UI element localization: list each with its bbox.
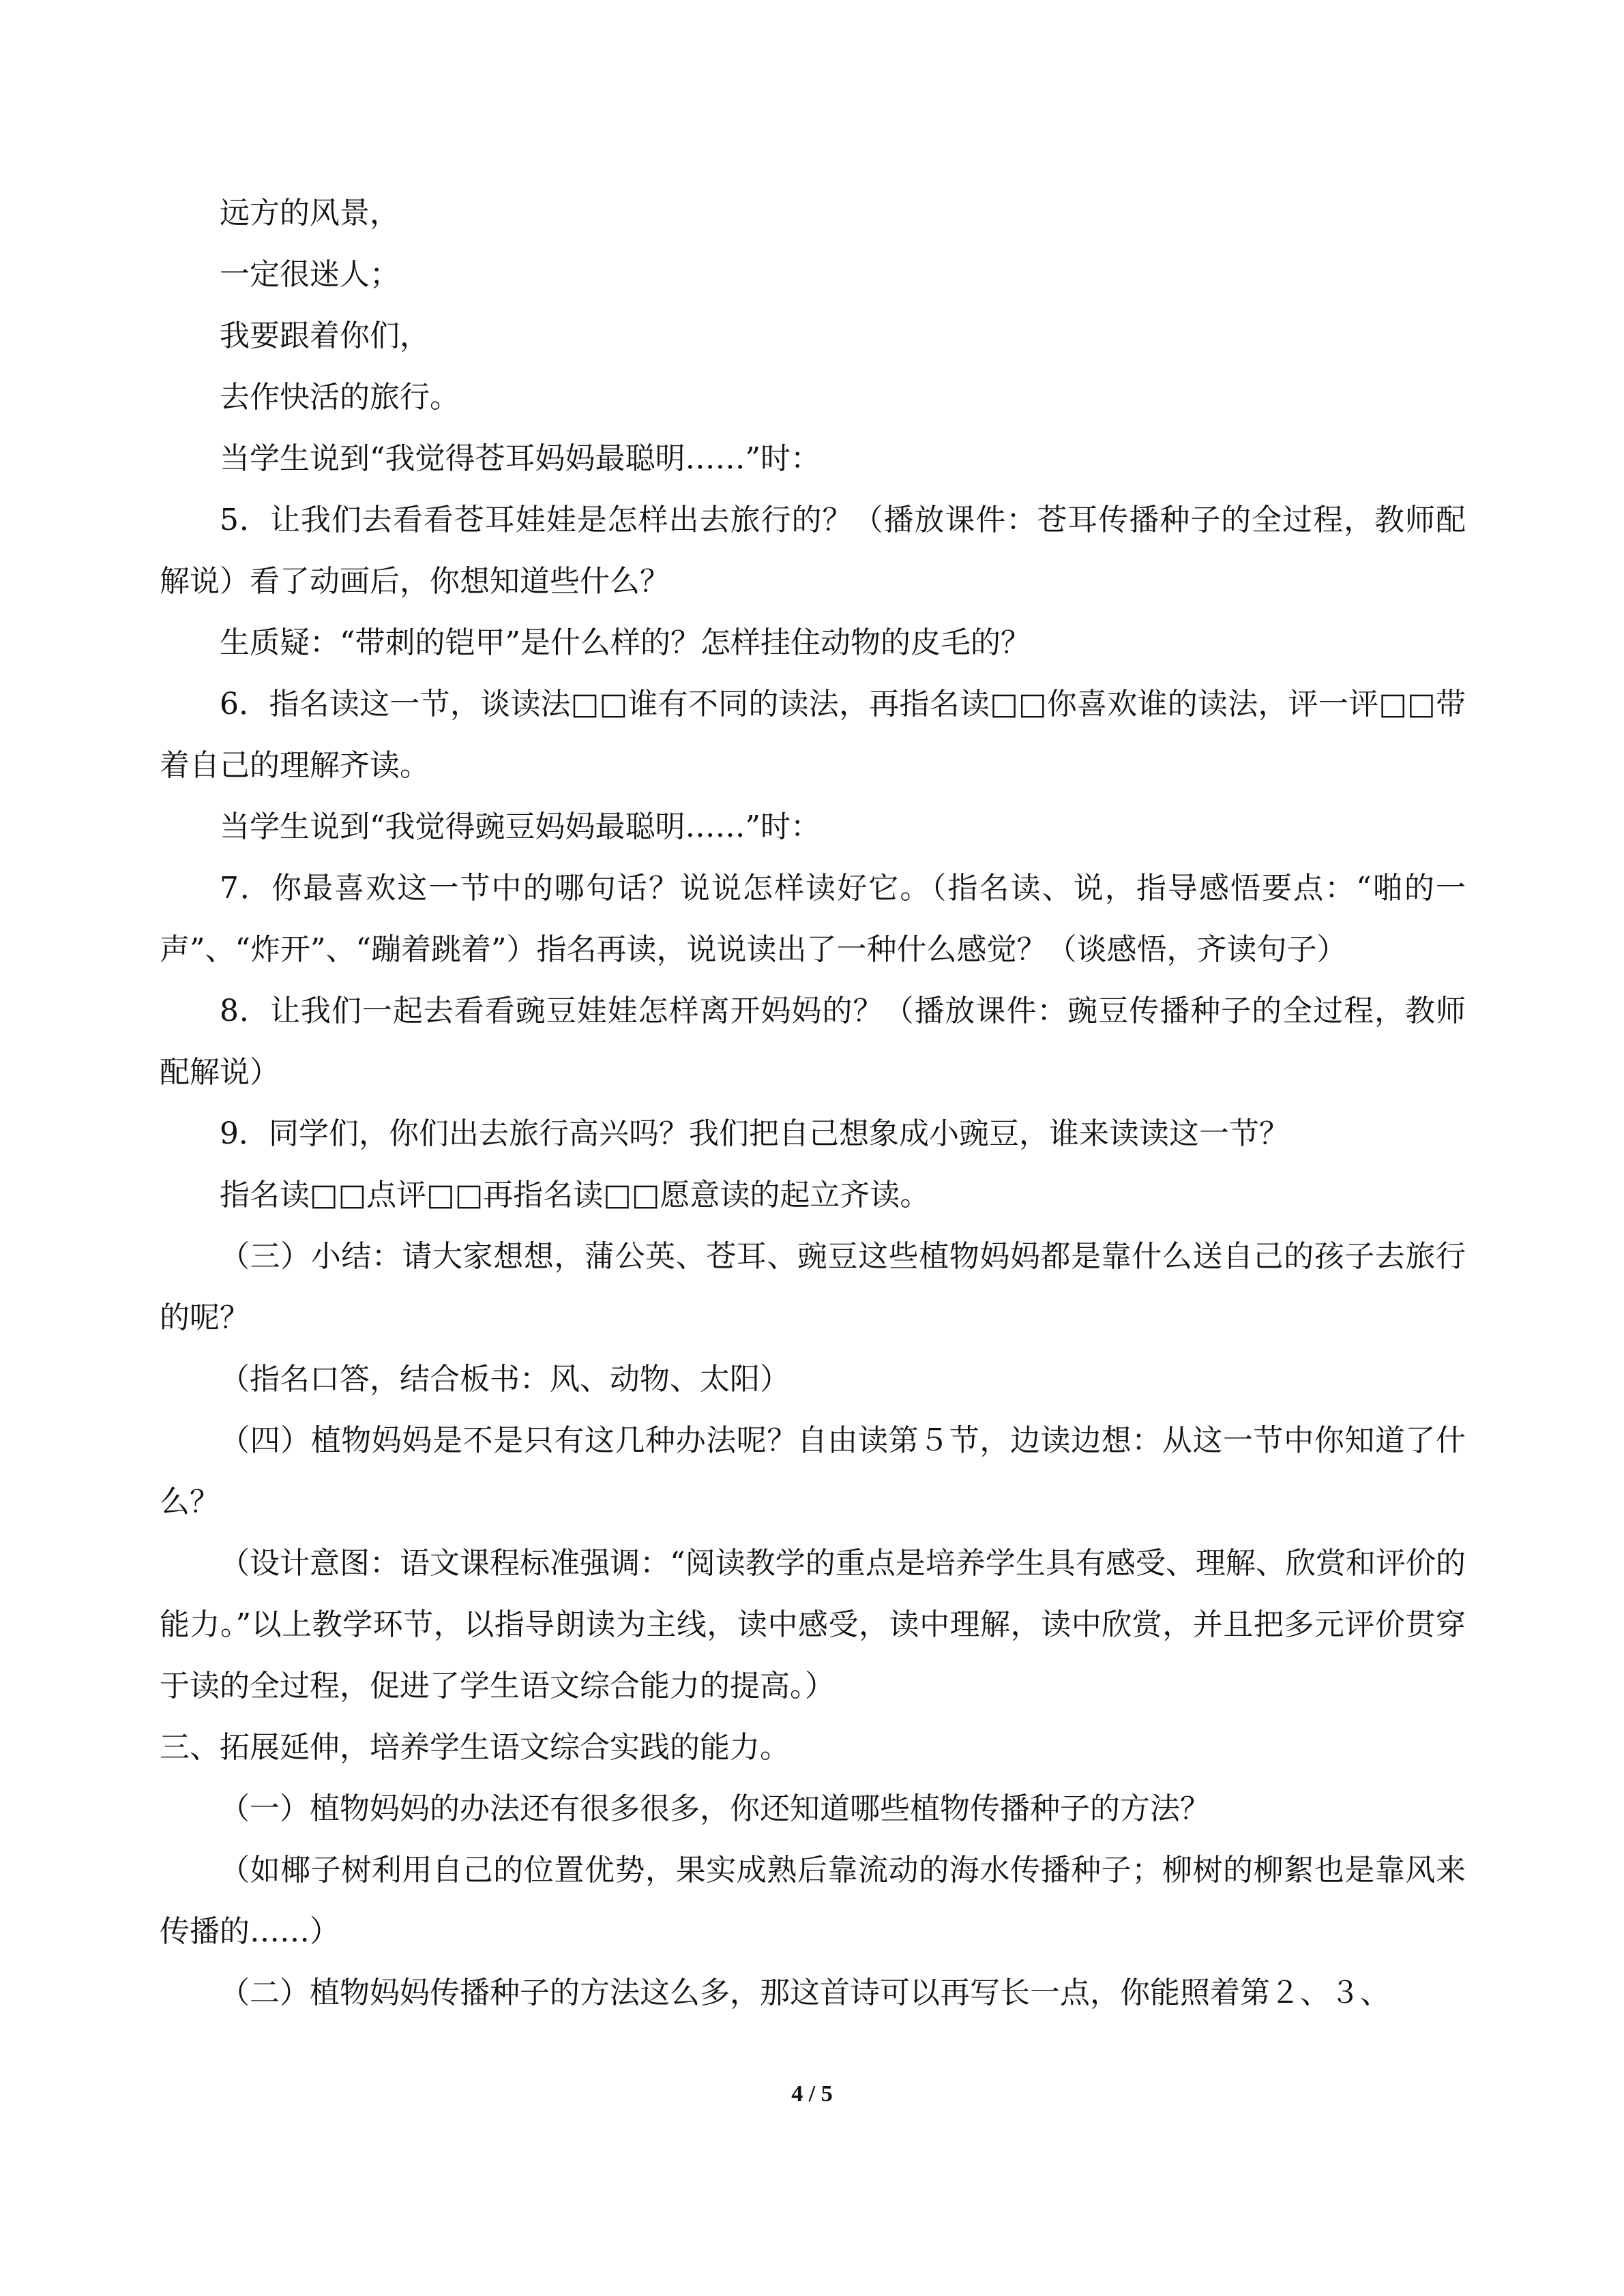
paragraph: 8．让我们一起去看看豌豆娃娃怎样离开妈妈的？（播放课件：豌豆传播种子的全过程，教师配解说） — [160, 994, 1466, 1090]
paragraph: （二）植物妈妈传播种子的方法这么多，那这首诗可以再写长一点，你能照着第２、３、 — [220, 1976, 1390, 2010]
page-body — [160, 183, 1466, 2024]
paragraph: 7．你最喜欢这一节中的哪句话？说说怎样读好它。（指名读、说，指导感悟要点：“啪的一声”、“炸开”、“蹦着跳着”）指名再读，说说读出了一种什么感觉？（谈感悟，齐读句子） — [160, 871, 1466, 967]
paragraph: （三）小结：请大家想想，蒲公英、苍耳、豌豆这些植物妈妈都是靠什么送自己的孩子去旅行的呢？ — [160, 1239, 1466, 1335]
paragraph: 当学生说到“我觉得豌豆妈妈最聪明……”时： — [220, 809, 821, 844]
poem-line: 去作快活的旅行。 — [220, 380, 460, 415]
paragraph: （四）植物妈妈是不是只有这几种办法呢？自由读第５节，边读边想：从这一节中你知道了什么？ — [160, 1423, 1466, 1519]
page-number: 4 / 5 — [791, 2081, 833, 2106]
poem-line: 我要跟着你们， — [220, 318, 430, 353]
paragraph: 9．同学们，你们出去旅行高兴吗？我们把自己想象成小豌豆，谁来读读这一节？ — [220, 1116, 1289, 1151]
paragraph: 当学生说到“我觉得苍耳妈妈最聪明……”时： — [220, 441, 821, 476]
paragraph: 5．让我们去看看苍耳娃娃是怎样出去旅行的？（播放课件：苍耳传播种子的全过程，教师配解说）看了动画后，你想知道些什么？ — [160, 503, 1466, 599]
poem-line: 远方的风景， — [220, 196, 400, 230]
paragraph: 指名读□□点评□□再指名读□□愿意读的起立齐读。 — [220, 1178, 930, 1212]
paragraph: 生质疑：“带刺的铠甲”是什么样的？怎样挂住动物的皮毛的？ — [220, 625, 1031, 660]
paragraph: （设计意图：语文课程标准强调：“阅读教学的重点是培养学生具有感受、理解、欣赏和评价的能力。”以上教学环节，以指导朗读为主线，读中感受，读中理解，读中欣赏，并且把多元评价贯穿于读的全过程，促进了学生语文综合能力的提高。） — [160, 1546, 1466, 1703]
paragraph: 6．指名读这一节，谈读法□□谁有不同的读法，再指名读□□你喜欢谁的读法，评一评□□带着自己的理解齐读。 — [160, 687, 1466, 783]
paragraph: （一）植物妈妈的办法还有很多很多，你还知道哪些植物传播种子的方法？ — [220, 1791, 1210, 1826]
poem-line: 一定很迷人； — [220, 257, 400, 292]
section-heading: 三、拓展延伸，培养学生语文综合实践的能力。 — [160, 1730, 790, 1765]
paragraph: （如椰子树利用自己的位置优势，果实成熟后靠流动的海水传播种子；柳树的柳絮也是靠风来传播的……） — [160, 1853, 1466, 1949]
paragraph: （指名口答，结合板书：风、动物、太阳） — [220, 1362, 790, 1397]
